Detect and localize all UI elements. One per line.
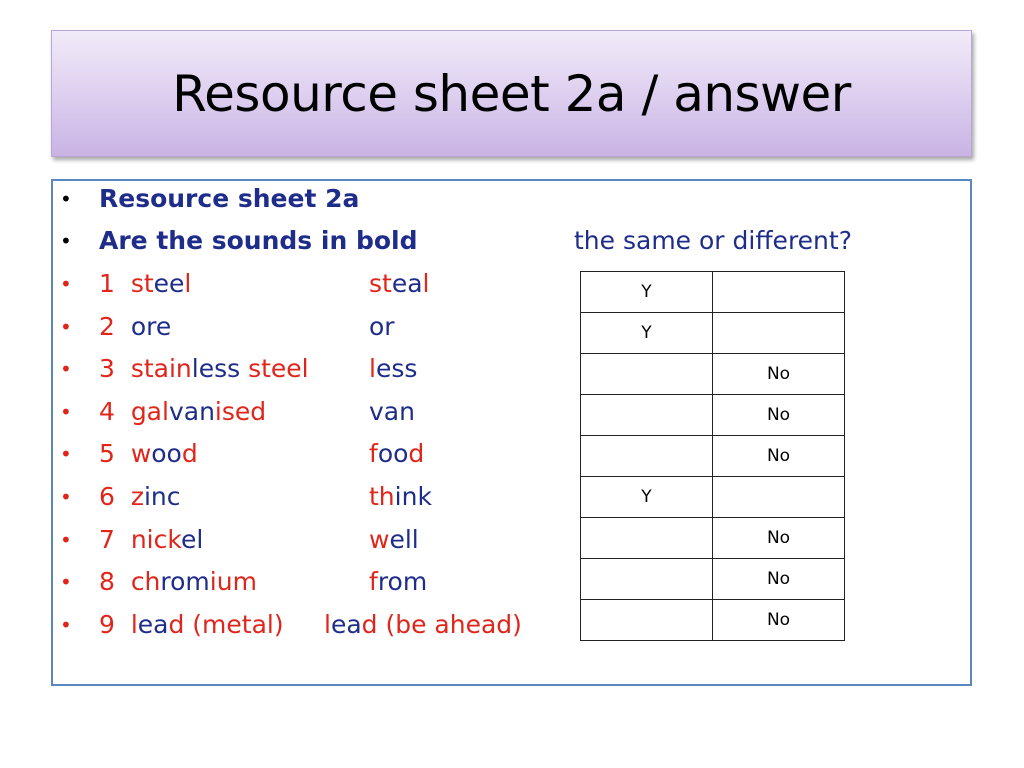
- same-cell: [581, 436, 713, 477]
- word-left: [99, 310, 171, 344]
- word-segment: d: [408, 439, 425, 469]
- word-pair-row: [51, 395, 611, 429]
- same-cell: [581, 354, 713, 395]
- word-segment: less: [191, 354, 241, 384]
- word-segment: ea: [137, 609, 169, 639]
- word-segment: ore: [130, 311, 172, 341]
- bullet-icon: •: [60, 527, 72, 552]
- question-bold: Are the sounds in bold: [99, 226, 418, 255]
- bullet-icon: •: [60, 612, 72, 637]
- word-right: [369, 437, 424, 471]
- row-number: 6: [99, 482, 131, 511]
- word-segment: ell: [389, 524, 419, 554]
- different-cell: [713, 272, 845, 313]
- word-pair-row: [51, 565, 611, 599]
- word-segment: ess: [375, 354, 418, 384]
- row-number: 8: [99, 567, 131, 597]
- same-cell: [581, 559, 713, 600]
- word-segment: d: [181, 439, 198, 469]
- same-cell: Y: [581, 313, 713, 354]
- table-row: [581, 518, 845, 559]
- word-right: [369, 565, 427, 599]
- word-segment: ea: [391, 269, 423, 298]
- word-segment: d (metal): [168, 609, 300, 639]
- table-row: [581, 436, 845, 477]
- word-right: [369, 310, 395, 344]
- sheet-heading: Resource sheet 2a: [99, 184, 360, 213]
- table-row: [581, 354, 845, 395]
- table-row: [581, 272, 845, 313]
- word-left: [99, 267, 191, 301]
- table-row: [581, 313, 845, 354]
- bullet-icon: •: [60, 570, 72, 595]
- same-cell: Y: [581, 477, 713, 518]
- word-left: [99, 565, 257, 599]
- different-cell: [713, 313, 845, 354]
- different-cell: No: [713, 518, 845, 559]
- word-segment: ink: [394, 482, 432, 511]
- different-cell: No: [713, 354, 845, 395]
- word-segment: van: [369, 396, 415, 426]
- word-segment: ch: [130, 567, 161, 597]
- same-cell: [581, 600, 713, 641]
- same-cell: [581, 395, 713, 436]
- bullet-line-header1: [51, 182, 972, 216]
- word-segment: ised: [214, 396, 267, 426]
- row-number: 1: [99, 269, 131, 298]
- word-pair-row: [51, 310, 611, 344]
- row-number: 2: [99, 311, 131, 341]
- different-cell: No: [713, 600, 845, 641]
- word-segment: steel: [240, 354, 309, 384]
- word-segment: w: [369, 524, 390, 554]
- word-segment: or: [369, 311, 395, 341]
- word-segment: st: [130, 269, 154, 298]
- word-segment: ium: [209, 567, 257, 597]
- bullet-icon: •: [60, 485, 72, 509]
- question-rest: the same or different?: [574, 226, 852, 255]
- word-right: [324, 608, 522, 642]
- row-number: 9: [99, 609, 131, 639]
- bullet-icon: •: [60, 314, 72, 339]
- word-segment: f: [369, 439, 378, 469]
- word-right: [369, 352, 417, 386]
- word-pair-row: [51, 437, 611, 471]
- bullet-line-header2: [51, 224, 972, 258]
- bullet-icon: •: [60, 187, 72, 211]
- bullet-icon: •: [60, 229, 72, 253]
- word-segment: stain: [130, 354, 192, 384]
- different-cell: No: [713, 436, 845, 477]
- word-segment: van: [168, 396, 215, 426]
- word-segment: w: [130, 439, 152, 469]
- word-right: [369, 523, 419, 557]
- bullet-icon: •: [60, 272, 72, 296]
- word-left: [99, 352, 309, 386]
- word-segment: ea: [330, 609, 362, 639]
- word-segment: l: [422, 269, 430, 298]
- word-segment: l: [130, 609, 138, 639]
- table-row: [581, 559, 845, 600]
- word-segment: l: [184, 269, 192, 298]
- word-segment: z: [130, 482, 144, 511]
- row-number: 4: [99, 396, 131, 426]
- word-pair-row: [51, 523, 611, 557]
- word-segment: el: [180, 524, 204, 554]
- bullet-icon: •: [60, 399, 72, 424]
- word-left: [99, 523, 203, 557]
- table-row: [581, 395, 845, 436]
- word-segment: rom: [160, 567, 210, 597]
- word-segment: th: [369, 482, 395, 511]
- word-left: [99, 395, 266, 429]
- different-cell: No: [713, 395, 845, 436]
- word-segment: inc: [143, 482, 181, 511]
- word-segment: st: [369, 269, 392, 298]
- word-left: [99, 480, 180, 514]
- title-banner: [51, 30, 972, 157]
- word-segment: oo: [151, 439, 182, 469]
- word-right: [369, 267, 429, 301]
- word-left: [99, 437, 198, 471]
- word-segment: f: [369, 567, 378, 597]
- different-cell: [713, 477, 845, 518]
- word-segment: nick: [130, 524, 181, 554]
- table-row: [581, 477, 845, 518]
- word-right: [369, 480, 432, 514]
- same-cell: [581, 518, 713, 559]
- word-segment: l: [324, 609, 331, 639]
- word-left: [99, 608, 300, 642]
- bullet-icon: •: [60, 442, 72, 467]
- answers-table: [580, 271, 845, 641]
- word-pair-row: [51, 608, 611, 642]
- slide-title: Resource sheet 2a / answer: [172, 64, 851, 123]
- word-pair-row: [51, 352, 611, 386]
- row-number: 3: [99, 354, 131, 384]
- row-number: 7: [99, 524, 131, 554]
- word-pair-row: [51, 480, 611, 514]
- word-segment: d (be ahead): [361, 609, 522, 639]
- word-pair-row: [51, 267, 611, 301]
- word-segment: gal: [130, 396, 169, 426]
- table-row: [581, 600, 845, 641]
- word-segment: ee: [153, 269, 185, 298]
- different-cell: No: [713, 559, 845, 600]
- word-segment: rom: [377, 567, 428, 597]
- word-right: [369, 395, 415, 429]
- same-cell: Y: [581, 272, 713, 313]
- word-segment: l: [369, 354, 376, 384]
- word-segment: oo: [377, 439, 409, 469]
- row-number: 5: [99, 439, 131, 469]
- bullet-icon: •: [60, 357, 72, 382]
